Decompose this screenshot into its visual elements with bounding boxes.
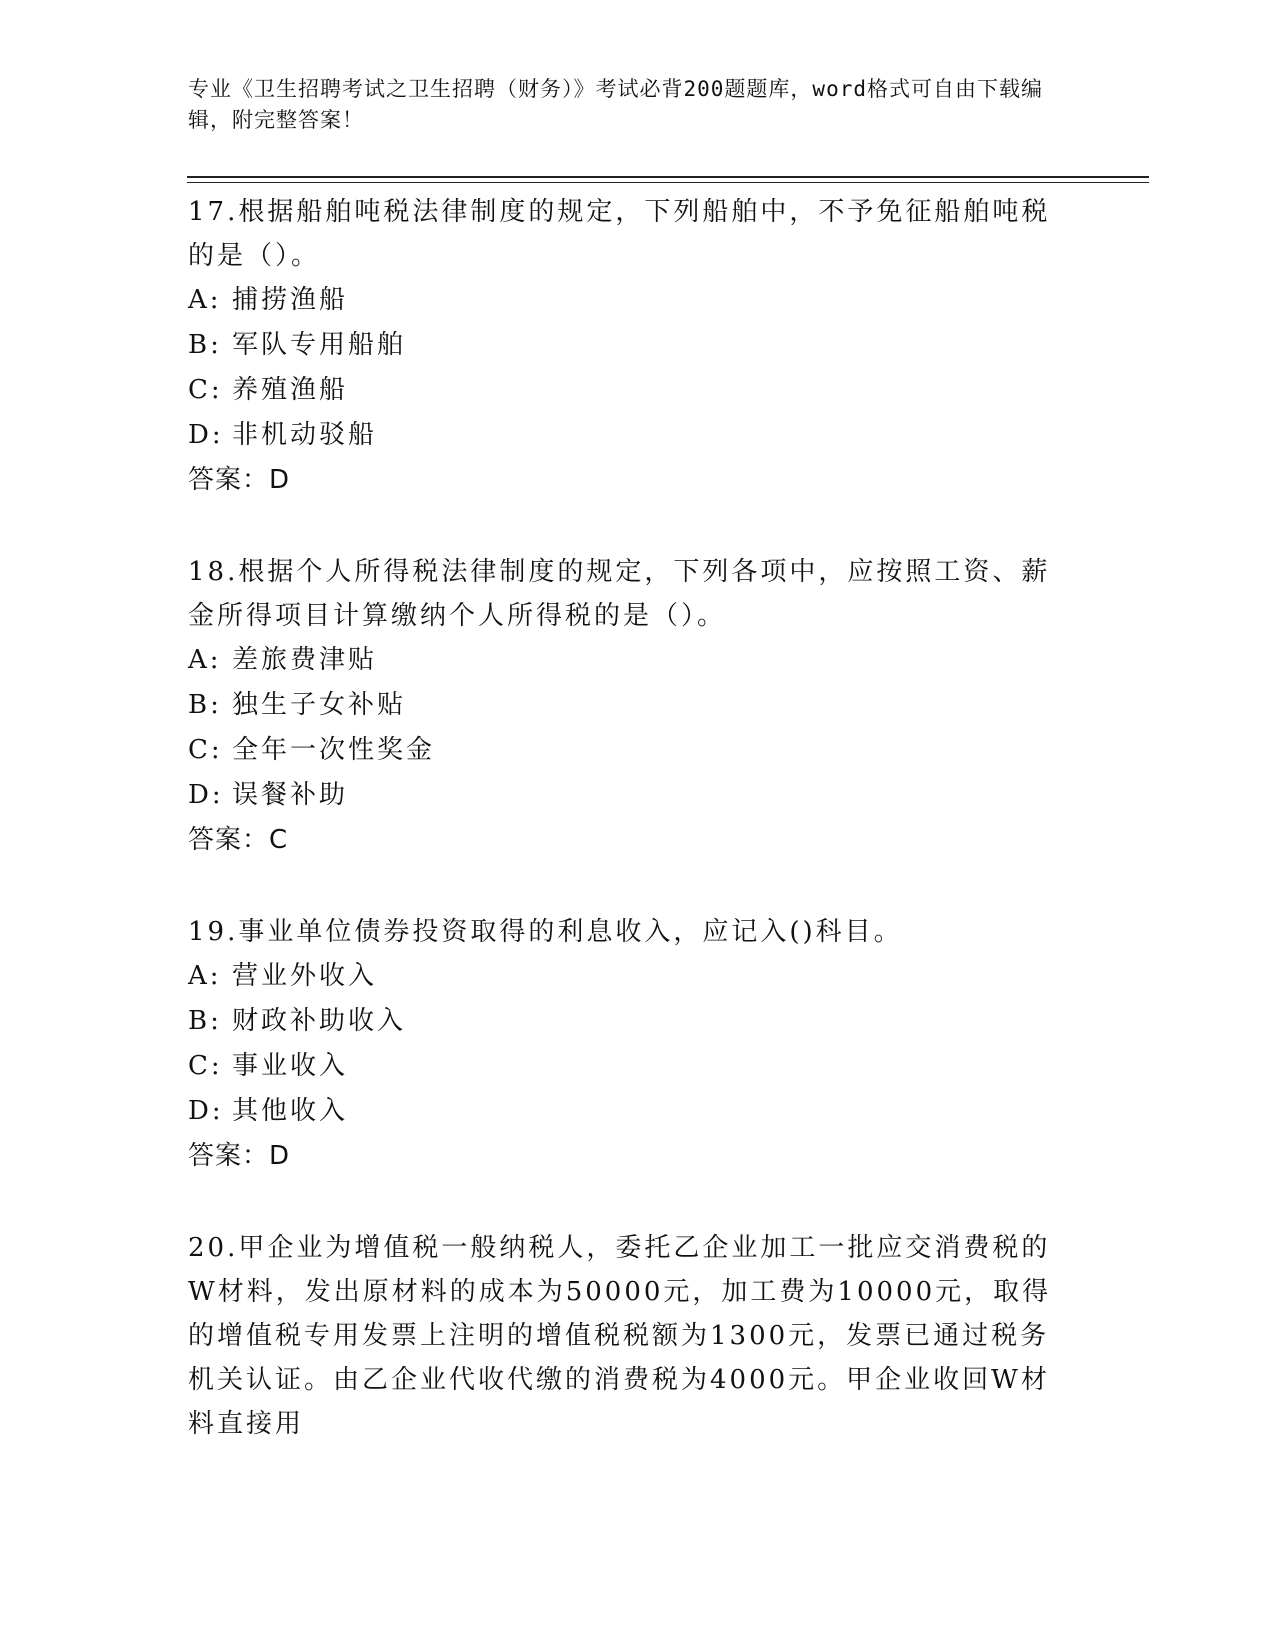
- option-b: [188, 999, 1078, 1044]
- option-letter: C:: [188, 735, 223, 765]
- question-19: [188, 910, 1078, 1179]
- question-text: 18.根据个人所得税法律制度的规定，下列各项中，应按照工资、薪金所得项目计算缴纳个人所得税的是（）。: [188, 557, 1051, 631]
- option-letter: A:: [188, 645, 222, 675]
- option-letter: D:: [188, 1096, 224, 1126]
- option-text: 军队专用船舶: [232, 330, 407, 360]
- option-text: 事业收入: [232, 1051, 349, 1081]
- option-c: [188, 368, 1078, 413]
- question-18: [188, 550, 1078, 863]
- document-header-intro: 专业《卫生招聘考试之卫生招聘（财务）》考试必背200题题库，word格式可自由下载编辑，附完整答案！: [188, 77, 1043, 132]
- option-letter: D:: [188, 420, 224, 450]
- option-text: 差旅费津贴: [232, 645, 378, 675]
- option-letter: D:: [188, 780, 224, 810]
- option-text: 养殖渔船: [232, 375, 349, 405]
- option-d: [188, 413, 1078, 458]
- question-text: 17.根据船舶吨税法律制度的规定，下列船舶中，不予免征船舶吨税的是（）。: [188, 197, 1051, 271]
- answer-line: 答案：D: [188, 1141, 291, 1171]
- option-text: 捕捞渔船: [232, 285, 349, 315]
- option-letter: A:: [188, 285, 222, 315]
- option-letter: B:: [188, 690, 222, 720]
- option-letter: B:: [188, 330, 222, 360]
- header-divider-thin: [187, 182, 1149, 183]
- question-17: [188, 190, 1078, 503]
- option-text: 独生子女补贴: [232, 690, 407, 720]
- answer-line: 答案：C: [188, 825, 289, 855]
- header-divider-thick: [187, 176, 1149, 178]
- option-text: 营业外收入: [232, 961, 378, 991]
- answer-line: 答案：D: [188, 465, 291, 495]
- option-letter: A:: [188, 961, 222, 991]
- option-a: [188, 954, 1078, 999]
- option-letter: C:: [188, 1051, 223, 1081]
- option-b: [188, 323, 1078, 368]
- option-c: [188, 1044, 1078, 1089]
- option-c: [188, 728, 1078, 773]
- option-text: 误餐补助: [232, 780, 349, 810]
- question-text: 20.甲企业为增值税一般纳税人，委托乙企业加工一批应交消费税的W材料，发出原材料的成本为50000元，加工费为10000元，取得的增值税专用发票上注明的增值税税额为1300元，发票已通过税务机关认证。由乙企业代收代缴的消费税为4000元。甲企业收回W材料直接用: [188, 1233, 1052, 1439]
- question-20: [188, 1226, 1078, 1446]
- option-letter: C:: [188, 375, 223, 405]
- option-d: [188, 1089, 1078, 1134]
- option-text: 其他收入: [232, 1096, 349, 1126]
- option-a: [188, 638, 1078, 683]
- option-text: 非机动驳船: [232, 420, 378, 450]
- question-text: 19.事业单位债券投资取得的利息收入，应记入()科目。: [188, 917, 903, 947]
- option-letter: B:: [188, 1006, 222, 1036]
- question-list: [188, 190, 1078, 1446]
- option-d: [188, 773, 1078, 818]
- option-text: 全年一次性奖金: [232, 735, 436, 765]
- option-a: [188, 278, 1078, 323]
- option-b: [188, 683, 1078, 728]
- option-text: 财政补助收入: [232, 1006, 407, 1036]
